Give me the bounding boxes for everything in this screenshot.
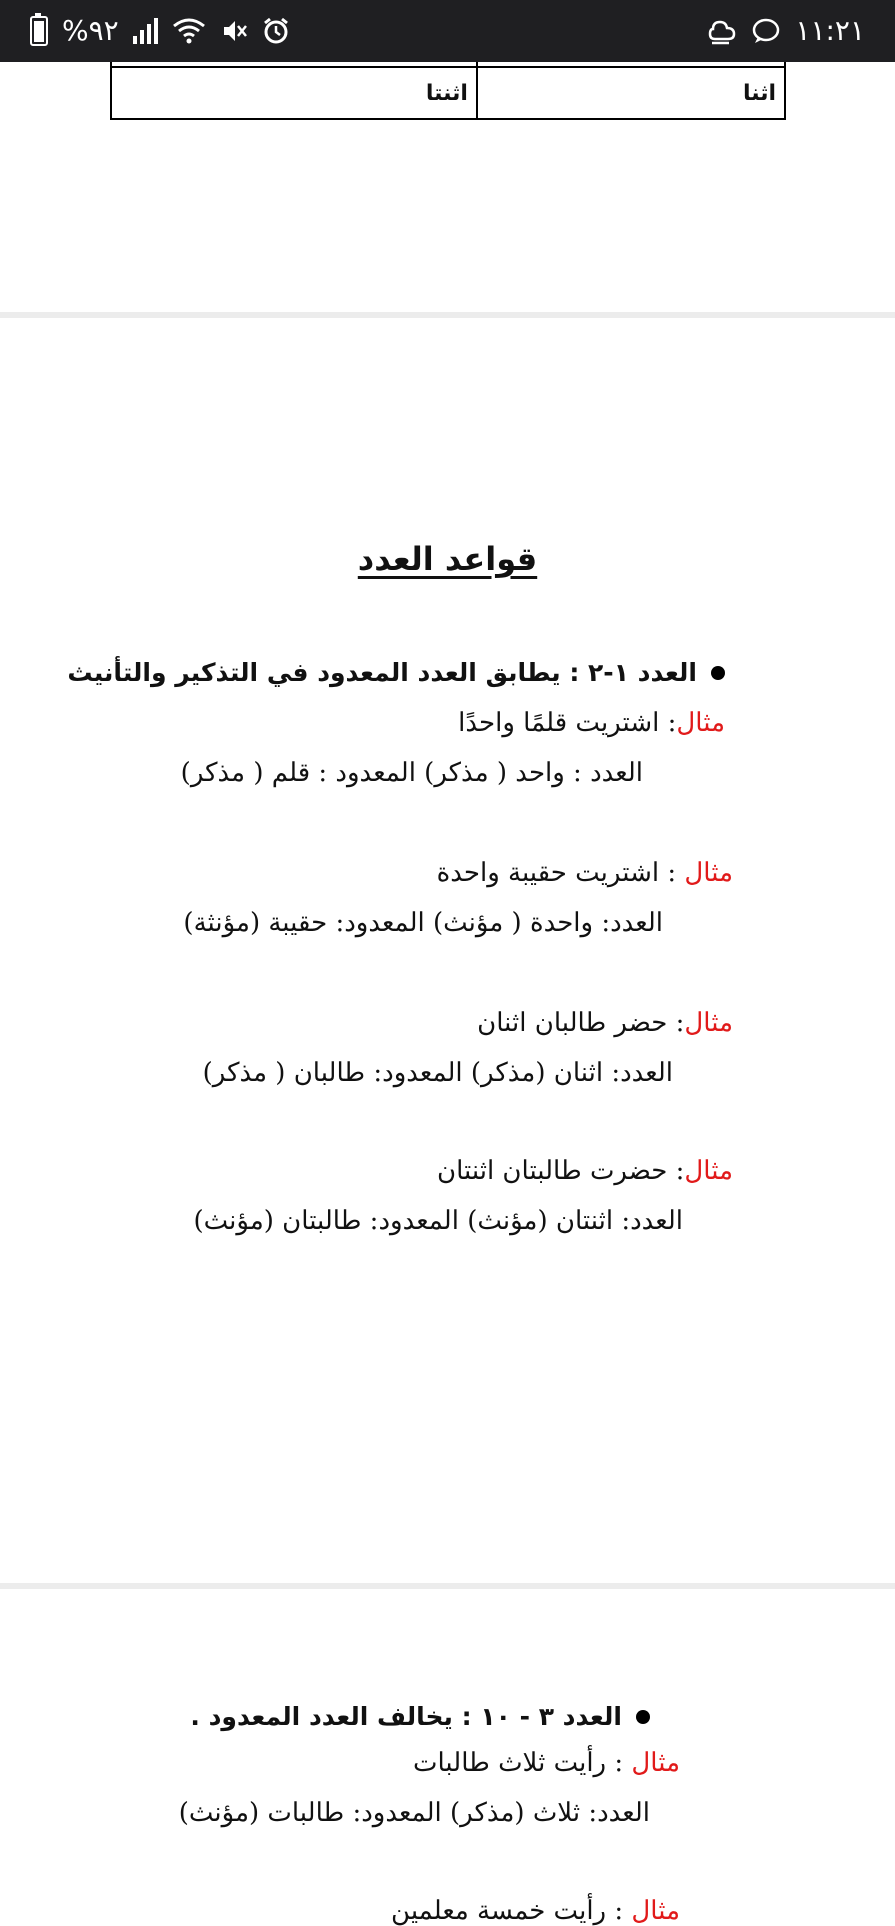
alarm-icon bbox=[262, 17, 290, 45]
example-text: : رأيت خمسة معلمين bbox=[391, 1896, 632, 1926]
example-sentence bbox=[477, 1008, 733, 1038]
battery-percent: %٩٢ bbox=[62, 14, 119, 47]
example-text: : رأيت ثلاث طالبات bbox=[413, 1748, 632, 1778]
page-divider bbox=[0, 1583, 895, 1589]
table-cell: اثنا bbox=[477, 67, 785, 119]
bullet-icon bbox=[636, 1710, 650, 1724]
status-right bbox=[707, 14, 865, 48]
bullet-icon bbox=[711, 666, 725, 680]
rule-heading bbox=[190, 1702, 650, 1731]
example-text: : حضر طالبان اثنان bbox=[477, 1008, 685, 1038]
status-bar bbox=[0, 0, 895, 62]
status-left bbox=[30, 14, 290, 48]
example-label: مثال bbox=[631, 1748, 680, 1778]
example-label: مثال bbox=[684, 858, 733, 888]
clock: ١١:٢١ bbox=[795, 14, 865, 47]
example-label: مثال bbox=[631, 1896, 680, 1926]
example-label: مثال bbox=[684, 1008, 733, 1038]
example-analysis: العدد : واحد ( مذكر) المعدود : قلم ( مذكر) bbox=[180, 758, 643, 788]
wifi-icon bbox=[172, 17, 206, 45]
example-sentence bbox=[413, 1748, 680, 1778]
page-title: قواعد العدد bbox=[357, 540, 538, 578]
table-cell: اثنتا bbox=[111, 67, 477, 119]
rule-text: العدد ١-٢ : يطابق العدد المعدود في التذكير والتأنيث bbox=[67, 658, 697, 687]
example-sentence bbox=[437, 1156, 733, 1186]
battery-icon bbox=[30, 16, 48, 46]
example-label: مثال bbox=[676, 708, 725, 738]
example-label: مثال bbox=[684, 1156, 733, 1186]
rule-text: العدد ٣ - ١٠ : يخالف العدد المعدود . bbox=[190, 1702, 622, 1731]
example-analysis: العدد: اثنتان (مؤنث) المعدود: طالبتان (مؤنث) bbox=[193, 1206, 683, 1236]
example-sentence bbox=[458, 708, 725, 738]
table-row bbox=[111, 67, 785, 119]
example-sentence bbox=[437, 858, 733, 888]
rule-heading bbox=[67, 658, 725, 687]
signal-icon bbox=[133, 18, 158, 44]
example-analysis: العدد: ثلاث (مذكر) المعدود: طالبات (مؤنث) bbox=[178, 1798, 650, 1828]
example-text: : اشتريت قلمًا واحدًا bbox=[458, 708, 677, 738]
mute-icon bbox=[220, 17, 248, 45]
example-analysis: العدد: واحدة ( مؤنث) المعدود: حقيبة (مؤنثة) bbox=[183, 908, 663, 938]
cloud-icon bbox=[707, 17, 737, 45]
example-sentence bbox=[391, 1896, 680, 1926]
example-text: : حضرت طالبتان اثنتان bbox=[437, 1156, 685, 1186]
example-text: : اشتريت حقيبة واحدة bbox=[436, 858, 685, 888]
page-divider bbox=[0, 312, 895, 318]
chat-icon bbox=[751, 17, 781, 45]
example-analysis: العدد: اثنان (مذكر) المعدود: طالبان ( مذكر) bbox=[202, 1058, 673, 1088]
